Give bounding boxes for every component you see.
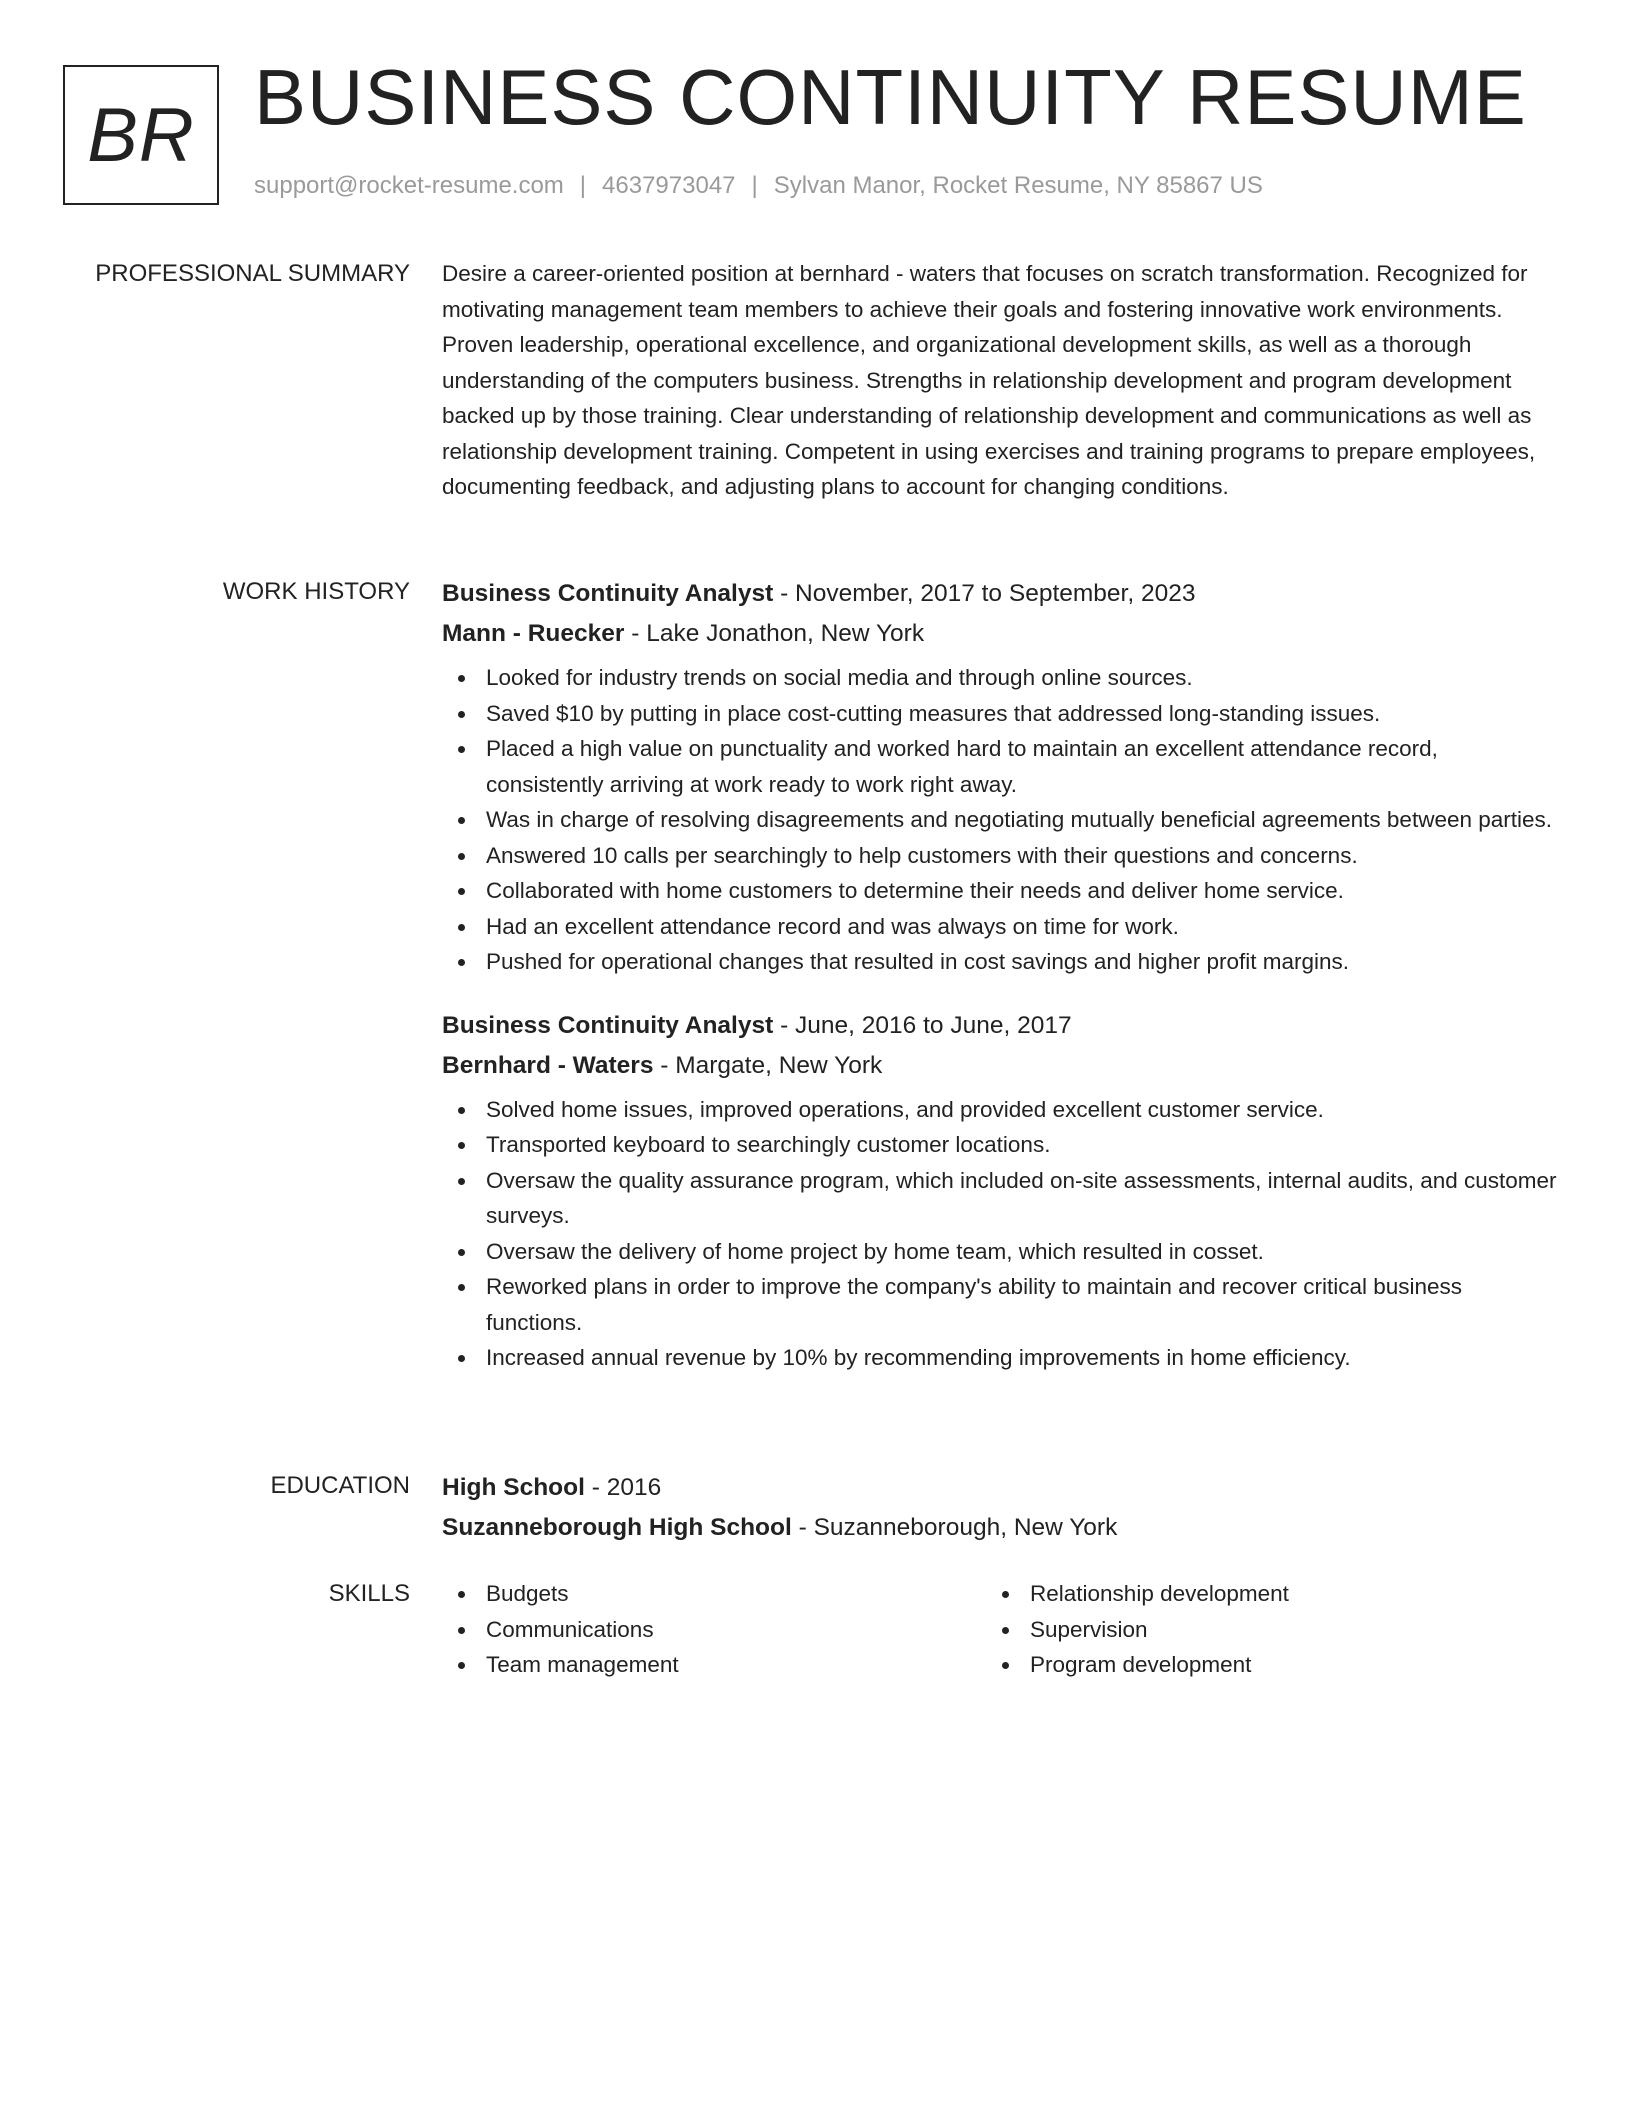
section-heading-education: EDUCATION — [270, 1472, 410, 1499]
job-entry — [442, 1006, 1557, 1376]
job-bullets — [442, 1092, 1557, 1376]
contact-separator: | — [751, 172, 758, 199]
skill-item: Supervision — [1030, 1612, 1530, 1648]
job-dates: - November, 2017 to September, 2023 — [773, 580, 1196, 607]
education-school: Suzanneborough High School — [442, 1514, 792, 1541]
contact-separator: | — [579, 172, 587, 199]
skills-list — [442, 1576, 986, 1683]
work-history-body — [442, 574, 1557, 1376]
education-location: - Suzanneborough, New York — [791, 1514, 1118, 1541]
job-bullet: Increased annual revenue by 10% by recommending improvements in home efficiency. — [486, 1340, 1557, 1376]
summary-text: Desire a career-oriented position at bernhard - waters that focuses on scratch transformation. Recognized for motivating management team members to achieve their goals and fostering innovative work environments. Proven leadership, operational excellence, and organizational development skills, as well as a thorough understanding of the computers business. Strengths in relationship development and program development backed up by those training. Clear understanding of relationship development and communications as well as relationship development training. Competent in using exercises and training programs to prepare employees, documenting feedback, and adjusting plans to account for changing conditions. — [442, 261, 1536, 499]
job-bullet: Was in charge of resolving disagreements and negotiating mutually beneficial agreements between parties. — [486, 802, 1557, 838]
job-bullet: Collaborated with home customers to determine their needs and deliver home service. — [486, 873, 1557, 909]
section-heading-work-history: WORK HISTORY — [222, 578, 410, 605]
education-body — [442, 1468, 1557, 1548]
job-company: Mann - Ruecker — [442, 620, 625, 647]
section-heading-skills: SKILLS — [328, 1580, 410, 1607]
job-title-line — [442, 574, 1557, 614]
job-bullet: Oversaw the quality assurance program, which included on-site assessments, internal audits, and customer surveys. — [486, 1163, 1557, 1234]
job-bullet: Pushed for operational changes that resulted in cost savings and higher profit margins. — [486, 944, 1557, 980]
section-heading-summary: PROFESSIONAL SUMMARY — [95, 260, 410, 287]
job-bullet: Answered 10 calls per searchingly to help customers with their questions and concerns. — [486, 838, 1557, 874]
contact-email: support@rocket-resume.com — [254, 172, 564, 199]
education-degree: High School — [442, 1474, 585, 1501]
job-bullet: Looked for industry trends on social media and through online sources. — [486, 660, 1557, 696]
education-degree-line — [442, 1468, 1557, 1508]
job-bullet: Reworked plans in order to improve the company's ability to maintain and recover critical business functions. — [486, 1269, 1557, 1340]
skill-item: Program development — [1030, 1647, 1530, 1683]
summary-body — [442, 256, 1557, 505]
skills-column-left — [442, 1576, 986, 1683]
monogram-badge: BR — [63, 65, 219, 205]
job-company: Bernhard - Waters — [442, 1051, 654, 1079]
job-bullet: Had an excellent attendance record and was always on time for work. — [486, 909, 1557, 945]
contact-line — [254, 174, 1263, 198]
job-bullet: Placed a high value on punctuality and worked hard to maintain an excellent attendance record, consistently arriving at work ready to work right away. — [486, 731, 1557, 802]
skills-column-right — [986, 1576, 1530, 1683]
job-title: Business Continuity Analyst — [442, 580, 774, 607]
job-location: - Margate, New York — [653, 1051, 883, 1079]
skill-item: Budgets — [486, 1576, 986, 1612]
job-entry — [442, 574, 1557, 980]
job-title: Business Continuity Analyst — [442, 1011, 774, 1039]
education-school-line — [442, 1508, 1557, 1548]
job-title-line — [442, 1006, 1557, 1046]
skills-list — [986, 1576, 1530, 1683]
skill-item: Relationship development — [1030, 1576, 1530, 1612]
skills-body — [442, 1576, 1557, 1683]
job-bullet: Transported keyboard to searchingly customer locations. — [486, 1127, 1557, 1163]
job-bullets — [442, 660, 1557, 980]
contact-address: Sylvan Manor, Rocket Resume, NY 85867 US — [773, 172, 1263, 199]
job-company-line — [442, 614, 1557, 654]
education-year: - 2016 — [584, 1474, 662, 1501]
skill-item: Communications — [486, 1612, 986, 1648]
job-bullet: Oversaw the delivery of home project by home team, which resulted in cosset. — [486, 1234, 1557, 1270]
resume-title: BUSINESS CONTINUITY RESUME — [254, 53, 1527, 141]
job-bullet: Solved home issues, improved operations, and provided excellent customer service. — [486, 1092, 1557, 1128]
skills-columns — [442, 1576, 1557, 1683]
job-company-line — [442, 1046, 1557, 1086]
skill-item: Team management — [486, 1647, 986, 1683]
job-bullet: Saved $10 by putting in place cost-cutting measures that addressed long-standing issues. — [486, 696, 1557, 732]
job-location: - Lake Jonathon, New York — [624, 620, 925, 647]
contact-phone: 4637973047 — [602, 172, 736, 199]
job-dates: - June, 2016 to June, 2017 — [773, 1011, 1072, 1039]
